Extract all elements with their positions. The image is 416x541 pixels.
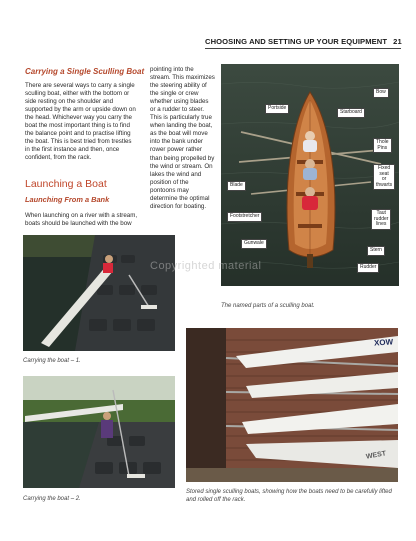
- label-starboard: Starboard: [337, 108, 365, 118]
- label-stern: Stern: [367, 246, 385, 256]
- page-number: 21: [393, 37, 402, 46]
- body-line: than being propelled by: [150, 154, 215, 162]
- body-line: the wind or stream. On: [150, 162, 213, 170]
- photo1-caption: Carrying the boat – 1.: [23, 358, 81, 364]
- body-line: stream. This maximizes: [150, 74, 215, 82]
- label-rudder: Rudder: [357, 263, 379, 273]
- label-thole-pins: Thole Pins: [373, 138, 392, 153]
- column2-body: [150, 66, 222, 211]
- section-heading-carrying: Carrying a Single Sculling Boat: [25, 67, 145, 76]
- carrying-photo-1-illustration: [23, 235, 175, 351]
- body-line: in the first instance and then, once: [25, 146, 120, 154]
- body-line: supported by the arm or upside down on: [25, 106, 136, 114]
- body-line: the balance point and to practise lifting: [25, 130, 131, 138]
- body-line: whether using blades: [150, 98, 209, 106]
- caption-line: and rolled off the rack.: [186, 496, 246, 503]
- header-title: CHOOSING AND SETTING UP YOUR EQUIPMENT: [205, 37, 388, 46]
- label-fixed-seat: Fixed seat or thwarts: [373, 164, 395, 190]
- section1-body: [25, 82, 150, 162]
- body-line: the head. Whichever way you carry the: [25, 114, 132, 122]
- boat-lettering-1: XOW: [373, 337, 394, 348]
- body-line: confident, from the rack.: [25, 154, 92, 162]
- caption-line: Stored single sculling boats, showing how the boats need to be carefully lifted: [186, 489, 392, 495]
- header-rule: [205, 48, 401, 49]
- body-line: when landing the boat,: [150, 122, 213, 130]
- body-line: boats should be launched with the bow: [25, 220, 132, 228]
- body-line: boat the most important thing is to find: [25, 122, 130, 130]
- carrying-photo-2: [23, 376, 175, 488]
- body-line: There are several ways to carry a single: [25, 82, 135, 89]
- body-line: into the bank under: [150, 138, 203, 146]
- label-portside: Portside: [265, 104, 289, 114]
- label-taut-rudder-lines: Taut rudder lines: [371, 209, 391, 230]
- diagram-caption: The named parts of a sculling boat.: [221, 303, 315, 309]
- section-heading-launching: Launching a Boat: [25, 178, 107, 190]
- label-bow: Bow: [373, 88, 389, 98]
- body-line: This is particularly true: [150, 114, 212, 122]
- body-line: the steering ability of: [150, 82, 207, 90]
- rack-caption: [186, 489, 401, 504]
- running-header: [205, 37, 400, 46]
- boat-lettering-2: WEST: [365, 450, 387, 461]
- label-gunwale: Gunwale: [241, 239, 267, 249]
- body-line: pointing into the: [150, 66, 194, 73]
- body-line: as the boat will move: [150, 130, 208, 138]
- body-line: side resting on the shoulder and: [25, 98, 114, 106]
- body-line: sculling boat, either with the bottom or: [25, 90, 130, 98]
- body-line: the single or crew: [150, 90, 199, 98]
- carrying-photo-2-illustration: [23, 376, 175, 488]
- body-line: or a rudder to steer.: [150, 106, 204, 114]
- body-line: rower power rather: [150, 146, 202, 154]
- body-line: lakes the wind and: [150, 170, 202, 178]
- photo2-caption: Carrying the boat – 2.: [23, 496, 81, 502]
- subheading-from-bank: Launching From a Bank: [25, 195, 110, 204]
- body-line: position of the: [150, 178, 189, 186]
- label-footstretcher: Footstretcher: [227, 212, 262, 222]
- body-line: pontoons may: [150, 186, 189, 194]
- label-blade: Blade: [227, 181, 246, 191]
- boat-rack-photo: [186, 328, 398, 482]
- carrying-photo-1: [23, 235, 175, 351]
- body-line: direction for boating.: [150, 202, 207, 210]
- watermark-text: Copyrighted material: [150, 260, 262, 272]
- section2-body: [25, 212, 150, 228]
- boat-parts-photo: [221, 64, 399, 286]
- body-line: determine the optimal: [150, 194, 210, 202]
- body-line: the boat. This is best tried from trestles: [25, 138, 132, 146]
- body-line: When launching on a river with a stream,: [25, 212, 138, 219]
